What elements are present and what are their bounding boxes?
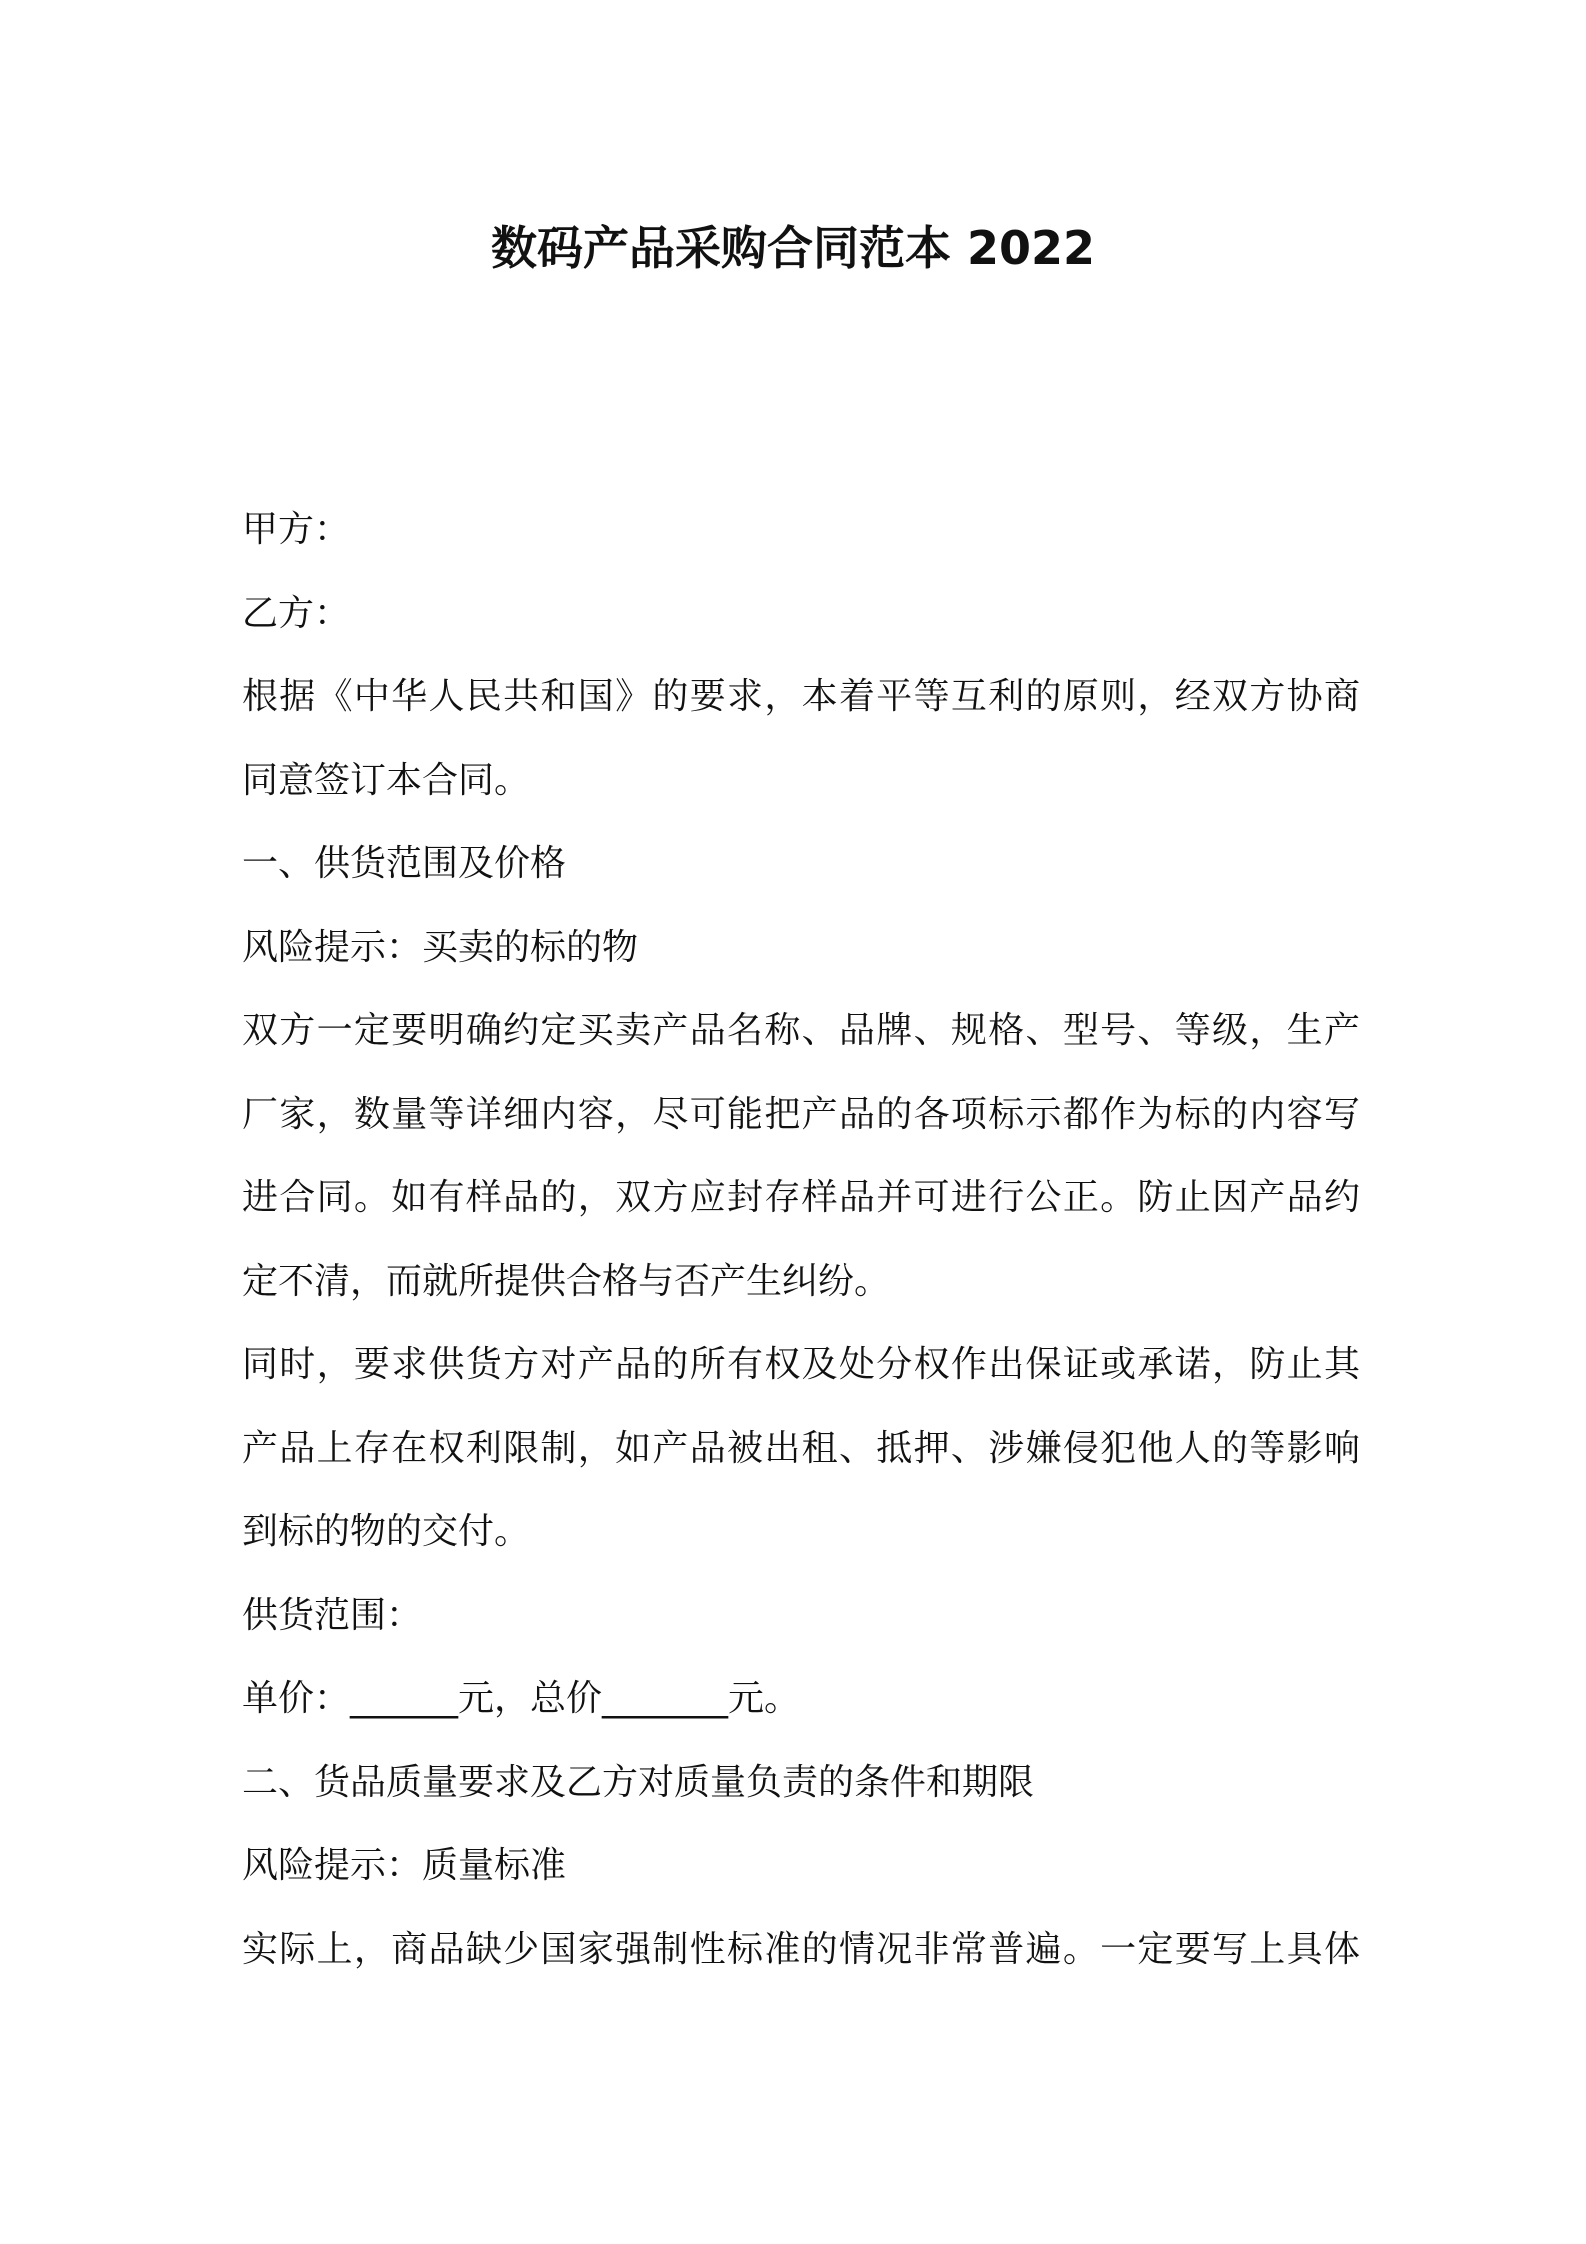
risk-note-line: 风险提示：质量标准 <box>242 1845 567 1886</box>
body-line: 定不清，而就所提供合格与否产生纠纷。 <box>242 1260 891 1302</box>
price-line: 单价：______元，总价_______元。 <box>242 1678 801 1719</box>
body-line: 同时，要求供货方对产品的所有权及处分权作出保证或承诺，防止其 <box>242 1344 1360 1385</box>
supply-scope-line: 供货范围： <box>242 1594 423 1636</box>
body-line: 实际上，商品缺少国家强制性标准的情况非常普遍。一定要写上具体 <box>242 1928 1360 1970</box>
contract-body <box>242 488 1360 1991</box>
party-b-line: 乙方： <box>242 592 351 634</box>
body-line: 厂家，数量等详细内容，尽可能把产品的各项标示都作为标的内容写 <box>242 1093 1360 1135</box>
party-a-line: 甲方： <box>242 509 351 550</box>
section-heading: 二、货品质量要求及乙方对质量负责的条件和期限 <box>242 1761 1035 1803</box>
body-line: 同意签订本合同。 <box>242 759 531 801</box>
body-line: 根据《中华人民共和国》的要求，本着平等互利的原则，经双方协商 <box>242 676 1360 717</box>
section-heading: 一、供货范围及价格 <box>242 843 567 884</box>
page-title: 数码产品采购合同范本 2022 <box>490 221 1096 275</box>
body-line: 到标的物的交付。 <box>242 1511 531 1552</box>
body-line: 进合同。如有样品的，双方应封存样品并可进行公正。防止因产品约 <box>242 1177 1360 1218</box>
body-line: 双方一定要明确约定买卖产品名称、品牌、规格、型号、等级，生产 <box>242 1010 1360 1051</box>
body-line: 产品上存在权利限制，如产品被出租、抵押、涉嫌侵犯他人的等影响 <box>242 1427 1360 1469</box>
risk-note-line: 风险提示：买卖的标的物 <box>242 926 639 968</box>
